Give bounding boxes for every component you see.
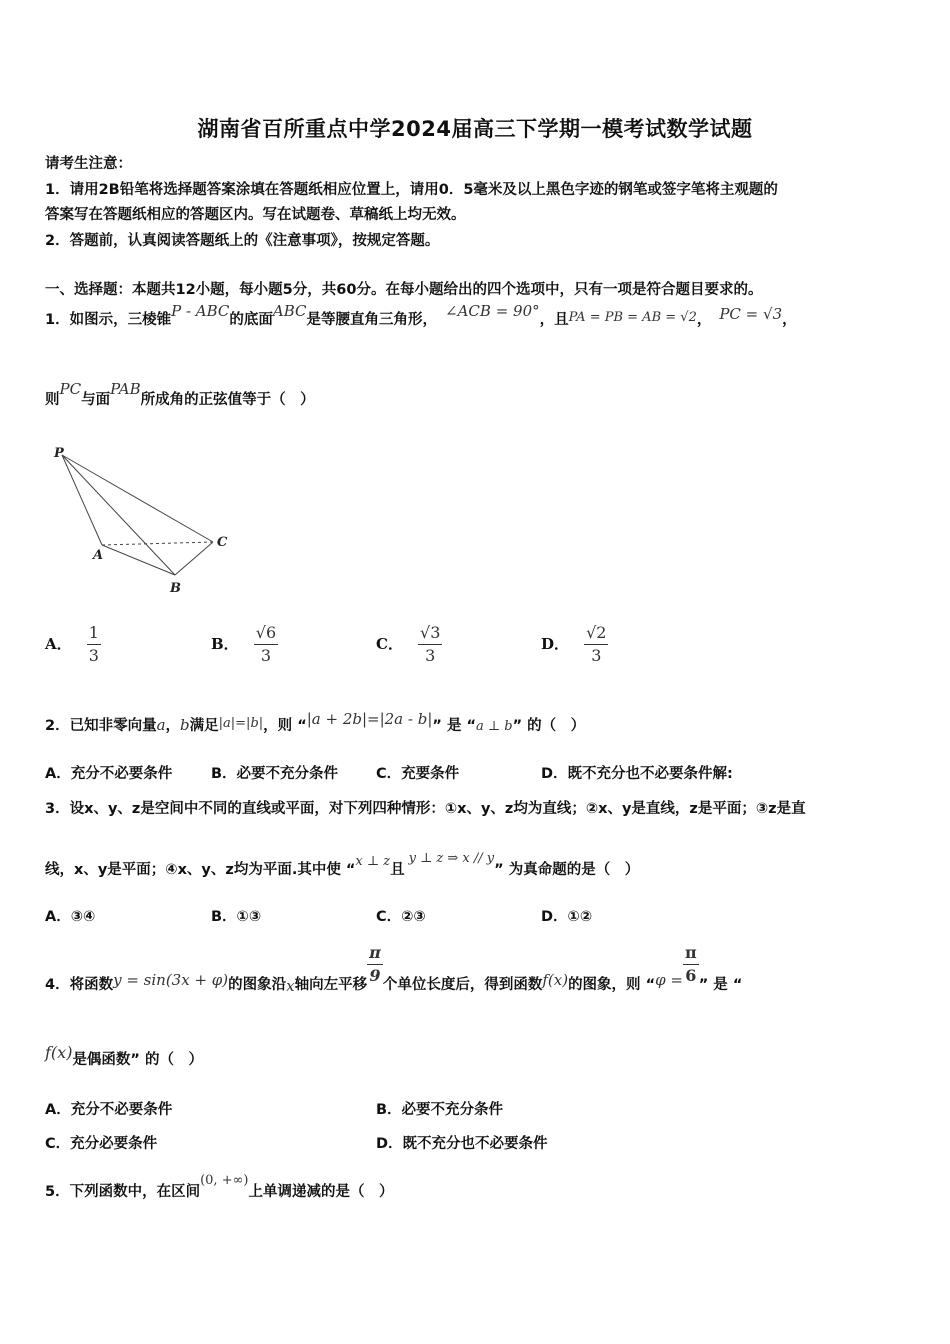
q2-option-b[interactable]: B．必要不充分条件 xyxy=(211,766,339,782)
q3-text: 线，x、y是平面；④x、y、z均为平面.其中使 “ xyxy=(45,862,356,878)
q2-option-d[interactable]: D．既不充分也不必要条件解: xyxy=(541,766,733,782)
q1-text: ，且 xyxy=(539,312,569,328)
option-letter: D． xyxy=(541,635,570,653)
option-letter: B． xyxy=(211,635,239,653)
q3-text: 且 xyxy=(390,862,405,878)
q1-math-angle: ∠ACB = 90° xyxy=(445,302,540,320)
q1-text: 则 xyxy=(45,392,60,408)
option-letter: C． xyxy=(376,635,403,653)
q1-math-plane: PAB xyxy=(110,380,141,398)
question-1-line-2 xyxy=(45,380,315,409)
q4-text: 轴向左平移 xyxy=(294,976,368,993)
q3-math-xz: x ⊥ z xyxy=(355,854,391,869)
notice-heading: 请考生注意： xyxy=(45,156,132,172)
q4-math-x: x xyxy=(286,976,295,995)
question-1-line-1 xyxy=(45,302,797,329)
edge-ab xyxy=(102,545,175,575)
q4-math-phi: φ = xyxy=(655,970,683,989)
section-heading: 一、选择题：本题共12小题，每小题5分，共60分。在每小题给出的四个选项中，只有一项是符合题目要求的。 xyxy=(45,282,763,298)
denominator: 9 xyxy=(369,966,381,985)
q2-option-c[interactable]: C．充要条件 xyxy=(376,766,460,782)
q1-option-c[interactable] xyxy=(376,622,442,667)
q4-fraction-shift xyxy=(367,942,383,987)
option-fraction xyxy=(254,622,278,667)
question-2 xyxy=(45,710,586,735)
q4-math-fx: f(x) xyxy=(45,1043,73,1062)
q2-math-perp: a ⊥ b xyxy=(476,719,513,734)
q3-option-b[interactable]: B．①③ xyxy=(211,909,262,925)
q1-math-pc: PC xyxy=(59,380,82,398)
q1-math-base: ABC xyxy=(272,302,307,320)
q2-math-condition: |a + 2b|=|2a - b| xyxy=(306,710,433,728)
label-a: A xyxy=(93,548,104,563)
label-c: C xyxy=(217,535,228,550)
q2-text: ” 的（ ） xyxy=(512,718,586,734)
q4-text: 的图象沿 xyxy=(228,976,287,993)
edge-pb xyxy=(62,455,175,575)
denominator: 3 xyxy=(260,646,272,665)
q1-math-lengths: PA = PB = AB = √2 xyxy=(568,310,697,325)
question-4-line-1 xyxy=(45,942,743,995)
label-b: B xyxy=(170,581,181,596)
edge-pc xyxy=(62,455,213,542)
numerator: √2 xyxy=(584,622,608,645)
q3-option-c[interactable]: C．②③ xyxy=(376,909,426,925)
numerator: π xyxy=(683,942,699,965)
option-fraction xyxy=(87,622,101,667)
q1-text: 是等腰直角三角形， xyxy=(306,312,438,328)
q1-text: 1．如图示，三棱锥 xyxy=(45,312,172,328)
denominator: 3 xyxy=(88,646,99,665)
denominator: 6 xyxy=(685,966,697,985)
q4-math-function: y = sin(3x + φ) xyxy=(113,970,229,989)
q3-text: ” 为真命题的是（ ） xyxy=(494,862,640,878)
q2-math-a: a xyxy=(156,716,166,734)
numerator: √6 xyxy=(254,622,278,645)
q3-option-d[interactable]: D．①② xyxy=(541,909,593,925)
q2-text: ， xyxy=(165,718,181,734)
q2-option-a[interactable]: A．充分不必要条件 xyxy=(45,766,173,782)
edge-pa xyxy=(62,455,102,545)
q2-text: ” 是 “ xyxy=(432,718,477,734)
numerator: 1 xyxy=(87,622,101,645)
edge-bc xyxy=(175,542,213,575)
option-fraction xyxy=(584,622,608,667)
q1-option-a[interactable] xyxy=(45,622,101,667)
q1-math-pc: PC = √3 xyxy=(719,305,783,323)
notice-line-1: 1．请用2B铅笔将选择题答案涂填在答题纸相应位置上，请用0．5毫米及以上黑色字迹的钢笔或签字笔将主观题的 xyxy=(45,182,778,198)
q2-math-b: b xyxy=(180,716,190,734)
edge-ac-hidden xyxy=(102,542,213,545)
question-4-line-2 xyxy=(45,1043,204,1069)
q2-math-norms: |a|=|b| xyxy=(218,716,264,731)
q1-text: ， xyxy=(782,312,797,328)
q4-option-d[interactable]: D．既不充分也不必要条件 xyxy=(376,1136,548,1152)
notice-line-2: 答案写在答题纸相应的答题区内。写在试题卷、草稿纸上均无效。 xyxy=(45,207,466,223)
q2-text: ，则 “ xyxy=(263,718,307,734)
q5-text: 5．下列函数中，在区间 xyxy=(45,1184,201,1200)
q4-fraction-phi xyxy=(683,942,699,987)
q5-text: 上单调递减的是（ ） xyxy=(248,1184,394,1200)
q4-option-a[interactable]: A．充分不必要条件 xyxy=(45,1102,173,1118)
pyramid-figure xyxy=(45,440,245,600)
q1-text: 与面 xyxy=(81,392,111,408)
denominator: 3 xyxy=(591,646,602,665)
q4-text: 个单位长度后，得到函数 xyxy=(382,976,543,993)
option-letter: A． xyxy=(45,635,72,653)
page-title: 湖南省百所重点中学2024届高三下学期一模考试数学试题 xyxy=(197,117,753,141)
option-fraction xyxy=(418,622,442,667)
numerator: π xyxy=(367,942,383,965)
q1-option-d[interactable] xyxy=(541,622,608,667)
notice-line-3: 2．答题前，认真阅读答题纸上的《注意事项》，按规定答题。 xyxy=(45,233,440,249)
q4-math-fx: f(x) xyxy=(542,970,569,989)
q4-text: 是偶函数” 的（ ） xyxy=(72,1052,204,1068)
denominator: 3 xyxy=(425,646,436,665)
q4-text: ” 是 “ xyxy=(698,976,743,993)
q1-text: 所成角的正弦值等于（ ） xyxy=(140,392,315,408)
q4-text: 4．将函数 xyxy=(45,976,114,993)
q1-option-b[interactable] xyxy=(211,622,278,667)
q5-math-interval: (0, +∞) xyxy=(200,1173,249,1188)
q1-text: 的底面 xyxy=(229,312,273,328)
q4-text: 的图象，则 “ xyxy=(568,976,656,993)
q4-option-b[interactable]: B．必要不充分条件 xyxy=(376,1102,504,1118)
q1-math-pyramid: P - ABC xyxy=(171,302,230,320)
numerator: √3 xyxy=(418,622,442,645)
question-3-line-1: 3．设x、y、z是空间中不同的直线或平面，对下列四种情形：①x、y、z均为直线；②x、y是直线，z是平面；③z是直 xyxy=(45,801,806,817)
label-p: P xyxy=(54,446,64,461)
q3-option-a[interactable]: A．③④ xyxy=(45,909,96,925)
question-5 xyxy=(45,1173,394,1201)
q4-option-c[interactable]: C．充分必要条件 xyxy=(45,1136,158,1152)
q2-text: 2．已知非零向量 xyxy=(45,718,157,734)
question-3-line-2 xyxy=(45,851,640,879)
q1-text: ， xyxy=(696,312,712,328)
q3-math-implication: y ⊥ z ⇒ x // y xyxy=(408,851,495,866)
q2-text: 满足 xyxy=(189,718,219,734)
